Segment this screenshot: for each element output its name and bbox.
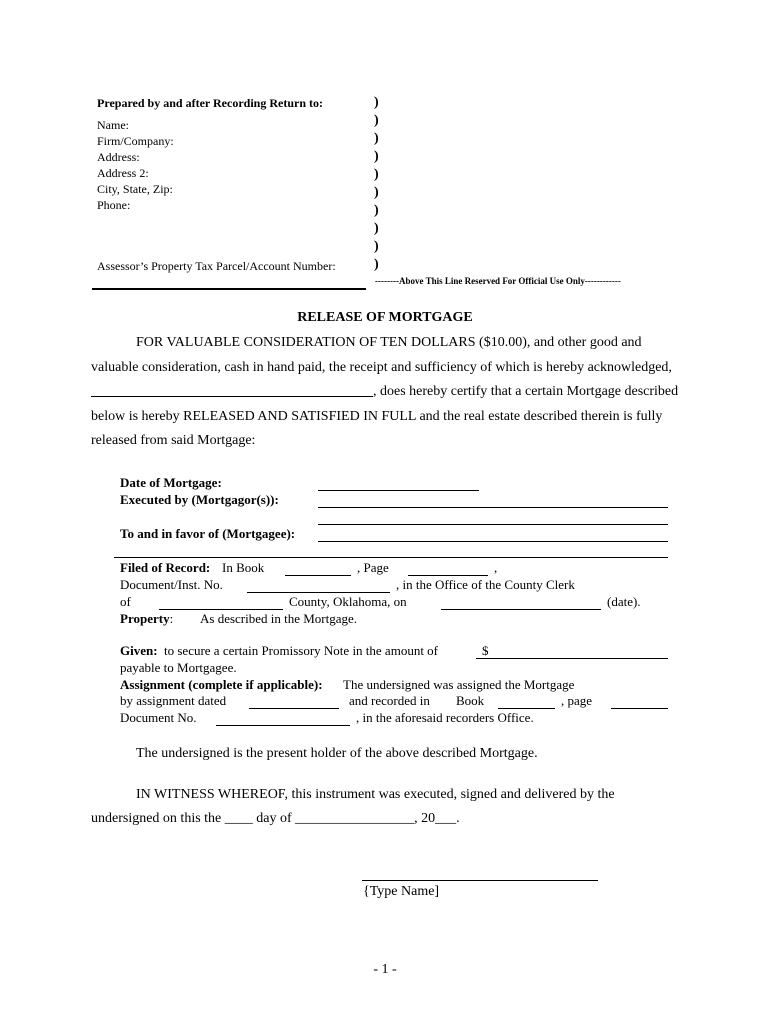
- page-label: , Page: [357, 560, 389, 575]
- county-oklahoma-label: County, Oklahoma, on: [289, 594, 407, 609]
- paren-10: ): [374, 257, 379, 272]
- note-amount-line[interactable]: [476, 658, 668, 659]
- header-divider-line: [92, 288, 366, 290]
- executed-by-label: Executed by (Mortgagor(s)):: [120, 492, 279, 507]
- mortgagee-line-3[interactable]: [114, 557, 668, 558]
- payable-text: payable to Mortgagee.: [120, 660, 237, 675]
- mortgagor-line[interactable]: [318, 507, 668, 508]
- paren-7: ): [374, 203, 379, 218]
- page-number-line[interactable]: [408, 575, 488, 576]
- recorded-in-label: and recorded in: [349, 693, 430, 708]
- mortgagee-line-1[interactable]: [318, 524, 668, 525]
- paren-9: ): [374, 239, 379, 254]
- prepared-by-label: Prepared by and after Recording Return to:: [97, 96, 323, 110]
- phone-field-label: Phone:: [97, 198, 131, 212]
- doc-inst-label: Document/Inst. No.: [120, 577, 223, 592]
- address2-field-label: Address 2:: [97, 166, 149, 180]
- recorders-office-text: , in the aforesaid recorders Office.: [356, 710, 534, 725]
- document-no-label: Document No.: [120, 710, 197, 725]
- dollar-sign: $: [482, 643, 489, 658]
- mortgagee-line-2[interactable]: [318, 541, 668, 542]
- date-label: (date).: [607, 594, 641, 609]
- body-line-5: released from said Mortgage:: [91, 433, 256, 448]
- parcel-number-label: Assessor’s Property Tax Parcel/Account Number:: [97, 259, 336, 273]
- filed-of-record-label: Filed of Record:: [120, 560, 211, 575]
- address-field-label: Address:: [97, 150, 140, 164]
- of-label: of: [120, 594, 131, 609]
- in-book-label: In Book: [222, 560, 265, 575]
- witness-line-1: IN WITNESS WHEREOF, this instrument was executed, signed and delivered by the: [136, 787, 615, 802]
- document-title: RELEASE OF MORTGAGE: [297, 310, 473, 325]
- paren-1: ): [374, 95, 379, 110]
- type-name-label: {Type Name]: [363, 884, 440, 899]
- date-of-mortgage-label: Date of Mortgage:: [120, 475, 222, 490]
- assignment-date-line[interactable]: [249, 708, 339, 709]
- given-label: Given:: [120, 643, 158, 658]
- body-line-3: , does hereby certify that a certain Mortgage described: [373, 384, 679, 399]
- body-line-4: below is hereby RELEASED AND SATISFIED IN FULL and the real estate described therein is fully: [91, 409, 663, 424]
- assignment-label: Assignment (complete if applicable):: [120, 677, 323, 692]
- firm-field-label: Firm/Company:: [97, 134, 174, 148]
- assignment-text: The undersigned was assigned the Mortgage: [343, 677, 575, 692]
- property-row: [120, 611, 173, 627]
- assignment-page-label: , page: [561, 693, 593, 708]
- assignment-book-line[interactable]: [498, 708, 555, 709]
- book-label: Book: [456, 693, 485, 708]
- paren-2: ): [374, 113, 379, 128]
- document-no-line[interactable]: [216, 725, 350, 726]
- paren-6: ): [374, 185, 379, 200]
- in-favor-of-label: To and in favor of (Mortgagee):: [120, 526, 296, 541]
- paren-8: ): [374, 221, 379, 236]
- filing-date-line[interactable]: [441, 609, 601, 610]
- page-comma: ,: [494, 560, 498, 575]
- signature-line[interactable]: [362, 880, 598, 881]
- county-clerk-text: , in the Office of the County Clerk: [396, 577, 575, 592]
- releasor-name-line[interactable]: [91, 396, 373, 397]
- paren-5: ): [374, 167, 379, 182]
- assignment-page-line[interactable]: [611, 708, 668, 709]
- county-name-line[interactable]: [159, 609, 283, 610]
- property-colon: :: [169, 611, 174, 626]
- by-assignment-dated-label: by assignment dated: [120, 693, 227, 708]
- property-value: As described in the Mortgage.: [200, 611, 358, 626]
- city-state-zip-field-label: City, State, Zip:: [97, 182, 173, 196]
- property-label: Property: [120, 611, 170, 626]
- book-number-line[interactable]: [285, 575, 351, 576]
- body-line-1: FOR VALUABLE CONSIDERATION OF TEN DOLLARS ($10.00), and other good and: [136, 335, 642, 350]
- holder-statement: The undersigned is the present holder of the above described Mortgage.: [136, 746, 538, 761]
- name-field-label: Name:: [97, 118, 129, 132]
- official-use-notice: --------Above This Line Reserved For Official Use Only------------: [375, 276, 621, 286]
- paren-3: ): [374, 131, 379, 146]
- doc-inst-number-line[interactable]: [247, 592, 390, 593]
- body-line-2: valuable consideration, cash in hand paid, the receipt and sufficiency of which is hereby acknowledged,: [91, 360, 672, 375]
- paren-4: ): [374, 149, 379, 164]
- given-text: to secure a certain Promissory Note in the amount of: [164, 643, 439, 658]
- date-of-mortgage-line[interactable]: [318, 490, 479, 491]
- witness-line-2: undersigned on this the ____ day of _________________, 20___.: [91, 811, 460, 826]
- page-number: - 1 -: [373, 962, 397, 977]
